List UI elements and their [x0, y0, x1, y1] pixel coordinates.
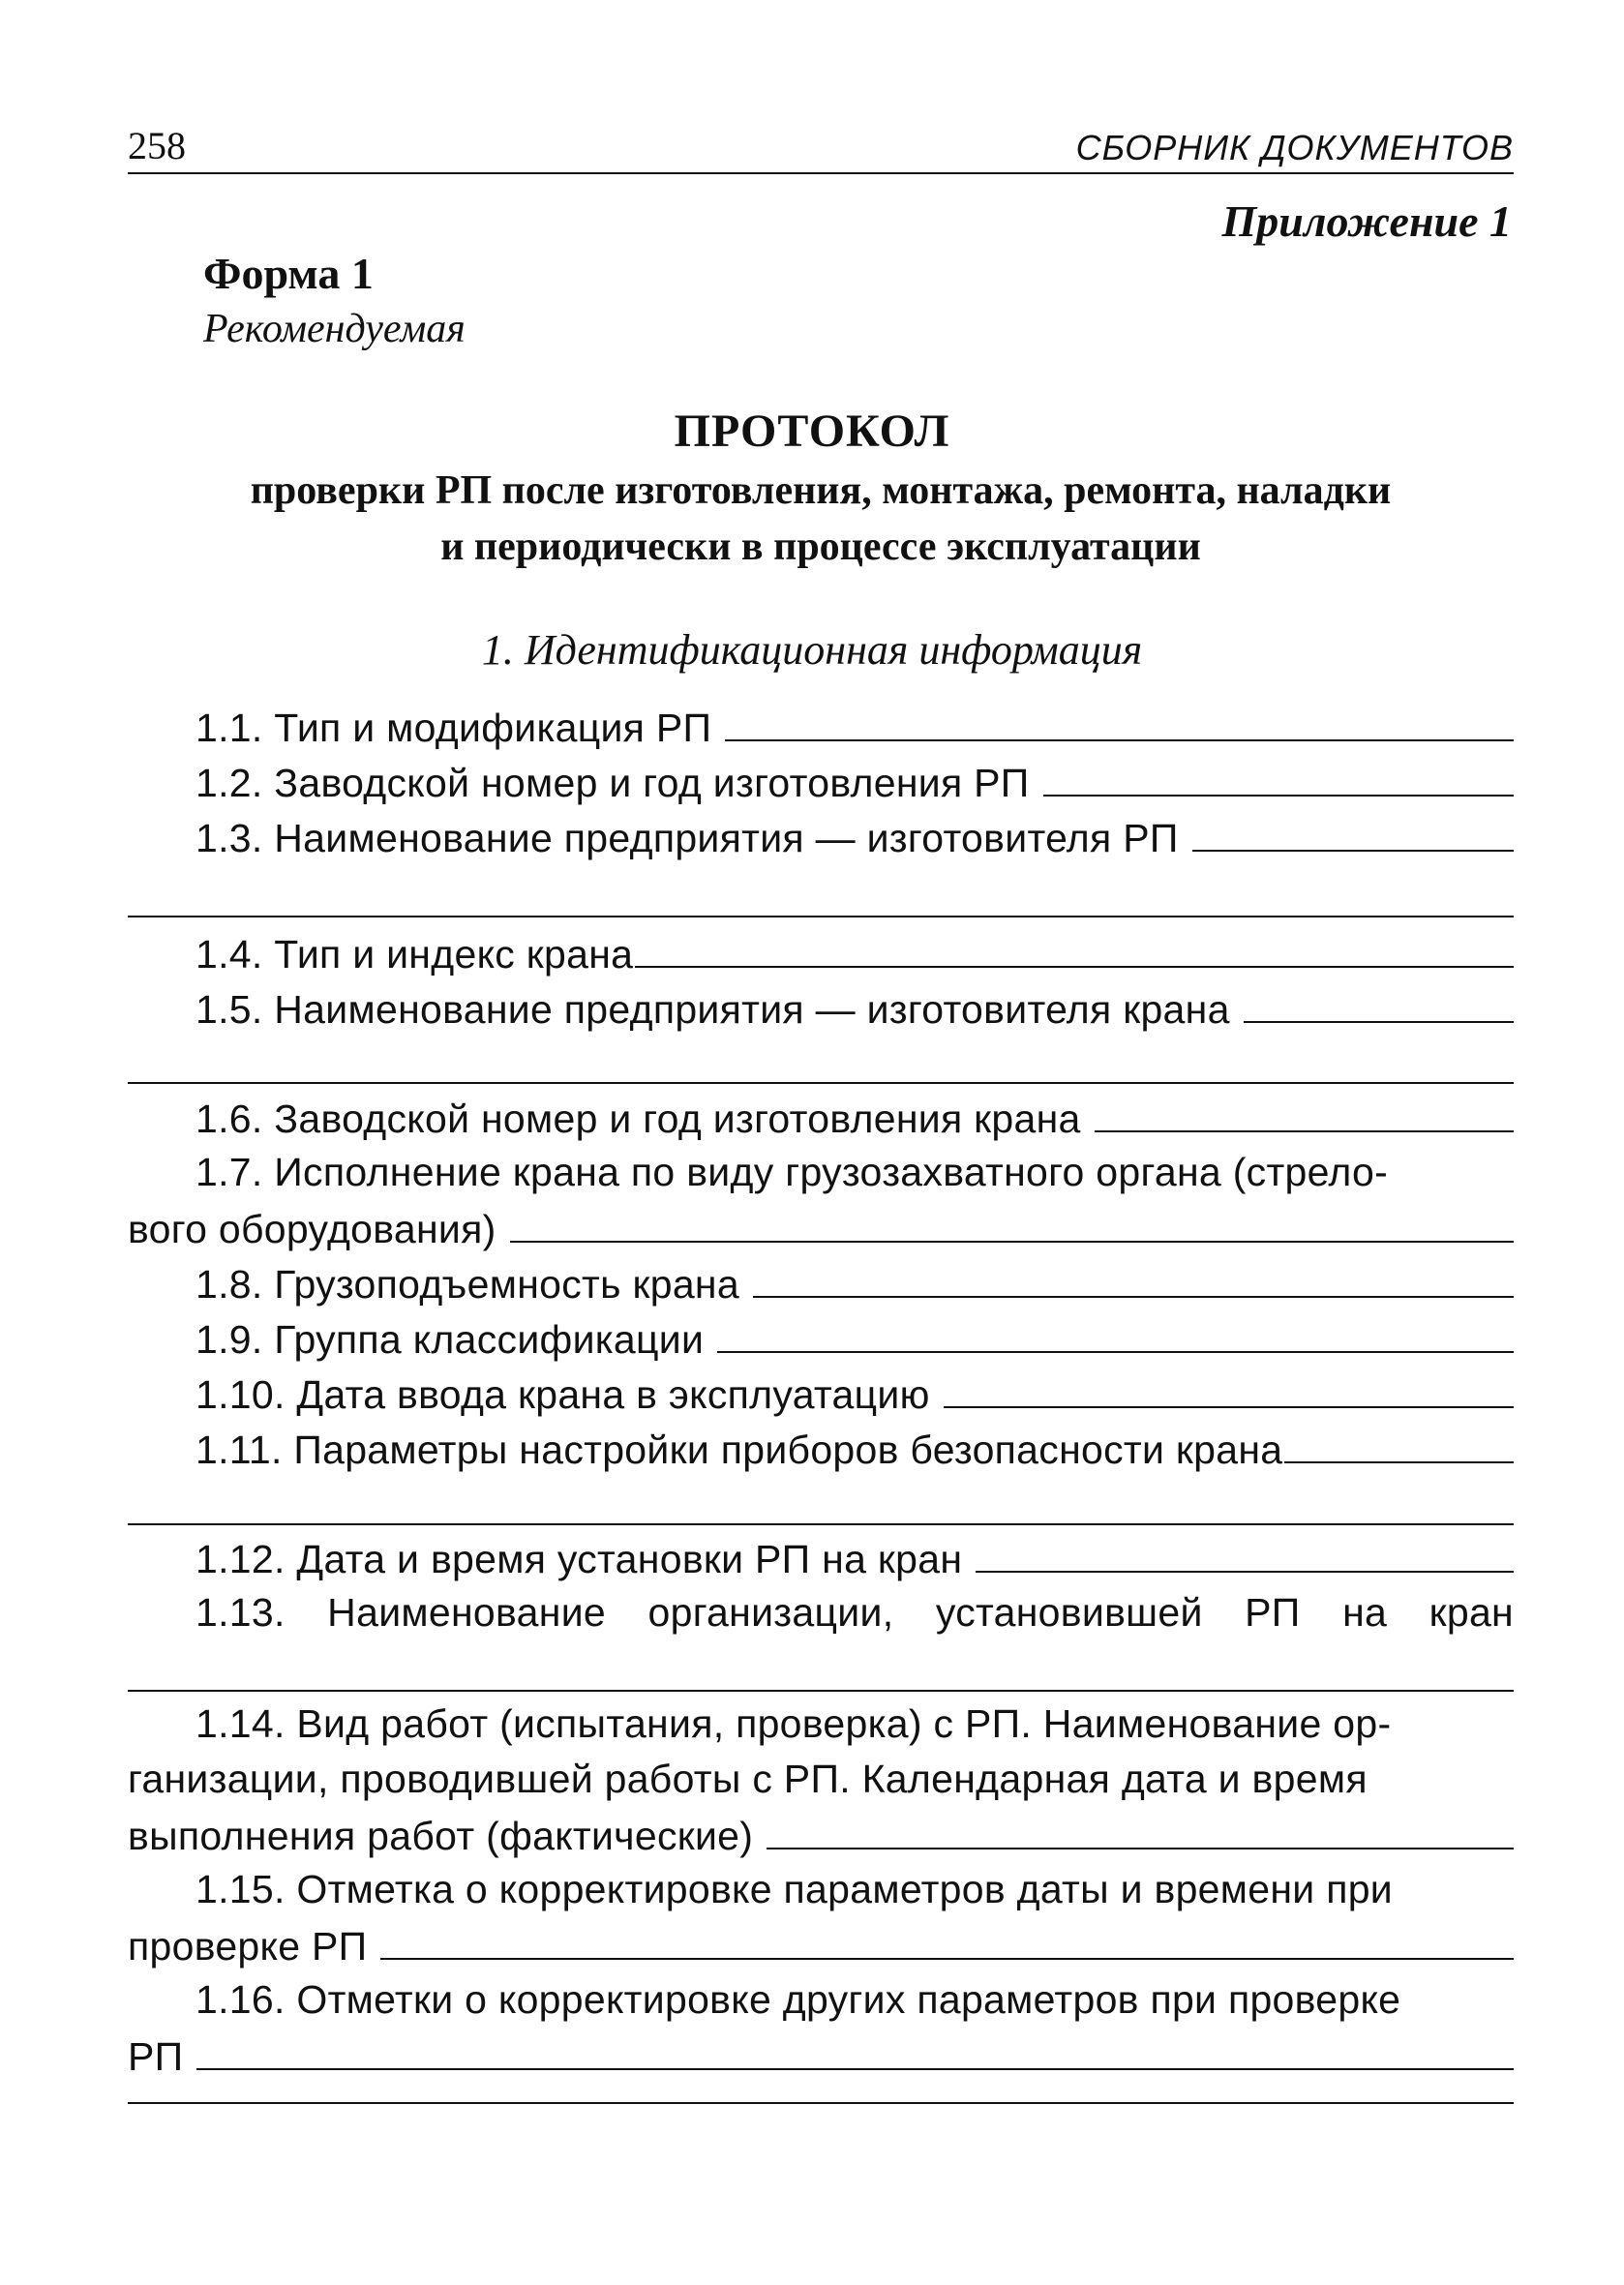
- fill-in-blank[interactable]: [944, 1366, 1514, 1408]
- field-label: 1.4. Тип и индекс крана: [195, 932, 634, 977]
- field-label: 1.9. Группа классификации: [195, 1317, 705, 1362]
- collection-title: СБОРНИК ДОКУМЕНТОВ: [1075, 128, 1514, 167]
- page-number: 258: [128, 124, 186, 167]
- fill-in-line[interactable]: [128, 1690, 1514, 1692]
- field-label: 1.11. Параметры настройки приборов безопасности крана: [195, 1428, 1283, 1472]
- field-label: 1.5. Наименование предприятия — изготовителя крана: [195, 987, 1230, 1032]
- running-header: [128, 112, 1514, 174]
- field-label: 1.6. Заводской номер и год изготовления крана: [195, 1097, 1081, 1141]
- field-label: 1.15. Отметка о корректировке параметров даты и времени при: [195, 1867, 1394, 1911]
- fill-in-blank[interactable]: [1284, 1421, 1514, 1463]
- protocol-subtitle-line: проверки РП после изготовления, монтажа, ремонта, наладки: [250, 468, 1392, 513]
- field-1-15: [128, 1862, 1514, 1972]
- fill-in-blank[interactable]: [753, 1255, 1514, 1298]
- protocol-title: ПРОТОКОЛ: [674, 406, 950, 457]
- field-label-continuation: РП: [128, 2034, 184, 2079]
- field-1-5: [128, 980, 1514, 1036]
- field-label: 1.1. Тип и модификация РП: [195, 706, 712, 750]
- fill-in-blank[interactable]: [1095, 1090, 1514, 1132]
- form-status: Рекомендуемая: [203, 307, 466, 351]
- field-label-continuation: выполнения работ (фактические): [128, 1814, 754, 1858]
- protocol-subtitle: [128, 463, 1514, 575]
- field-1-11: [128, 1421, 1514, 1476]
- field-label-continuation: ганизации, проводившей работы с РП. Календарная дата и время: [128, 1757, 1368, 1801]
- field-label: 1.8. Грузоподъемность крана: [195, 1262, 739, 1307]
- field-1-1: [128, 699, 1514, 754]
- fill-in-line[interactable]: [128, 1082, 1514, 1084]
- field-label-continuation: проверке РП: [128, 1924, 368, 1969]
- field-label: 1.12. Дата и время установки РП на кран: [195, 1537, 963, 1581]
- protocol-subtitle-line: и периодически в процессе эксплуатации: [440, 525, 1201, 569]
- fill-in-blank[interactable]: [510, 1200, 1514, 1243]
- fill-in-line[interactable]: [128, 2102, 1514, 2104]
- field-1-13: [128, 1585, 1514, 1640]
- field-label: 1.7. Исполнение крана по виду грузозахватного органа (стрело-: [195, 1150, 1389, 1194]
- fill-in-blank[interactable]: [976, 1530, 1514, 1573]
- fill-in-line[interactable]: [128, 916, 1514, 917]
- fill-in-blank[interactable]: [725, 699, 1514, 741]
- field-1-10: [128, 1366, 1514, 1421]
- fill-in-blank[interactable]: [196, 2028, 1514, 2070]
- fill-in-blank[interactable]: [635, 925, 1514, 968]
- field-1-4: [128, 925, 1514, 980]
- field-1-12: [128, 1530, 1514, 1585]
- field-1-14: [128, 1697, 1514, 1862]
- fill-in-blank[interactable]: [717, 1310, 1514, 1353]
- form-label: Форма 1: [203, 249, 374, 298]
- fill-in-blank[interactable]: [1244, 980, 1514, 1023]
- field-label: 1.16. Отметки о корректировке других параметров при проверке: [195, 1977, 1401, 2022]
- field-1-7: [128, 1145, 1514, 1255]
- field-label: 1.13. Наименование организации, установившей РП на кран: [195, 1590, 1514, 1635]
- field-label: 1.2. Заводской номер и год изготовления РП: [195, 761, 1030, 805]
- field-label: 1.14. Вид работ (испытания, проверка) с РП. Наименование ор-: [195, 1701, 1392, 1746]
- section-heading: 1. Идентификационная информация: [481, 626, 1143, 674]
- field-label: 1.3. Наименование предприятия — изготовителя РП: [195, 816, 1179, 860]
- fill-in-blank[interactable]: [1192, 809, 1514, 852]
- field-1-9: [128, 1310, 1514, 1366]
- field-label-continuation: вого оборудования): [128, 1207, 496, 1251]
- field-1-3: [128, 809, 1514, 864]
- fill-in-line[interactable]: [128, 1523, 1514, 1525]
- fill-in-blank[interactable]: [380, 1917, 1514, 1960]
- field-1-8: [128, 1255, 1514, 1310]
- fill-in-blank[interactable]: [767, 1807, 1514, 1849]
- field-label: 1.10. Дата ввода крана в эксплуатацию: [195, 1372, 930, 1417]
- fill-in-blank[interactable]: [1043, 754, 1514, 797]
- appendix-label: Приложение 1: [1221, 196, 1512, 246]
- field-1-16: [128, 1972, 1514, 2083]
- field-1-2: [128, 754, 1514, 809]
- field-1-6: [128, 1090, 1514, 1145]
